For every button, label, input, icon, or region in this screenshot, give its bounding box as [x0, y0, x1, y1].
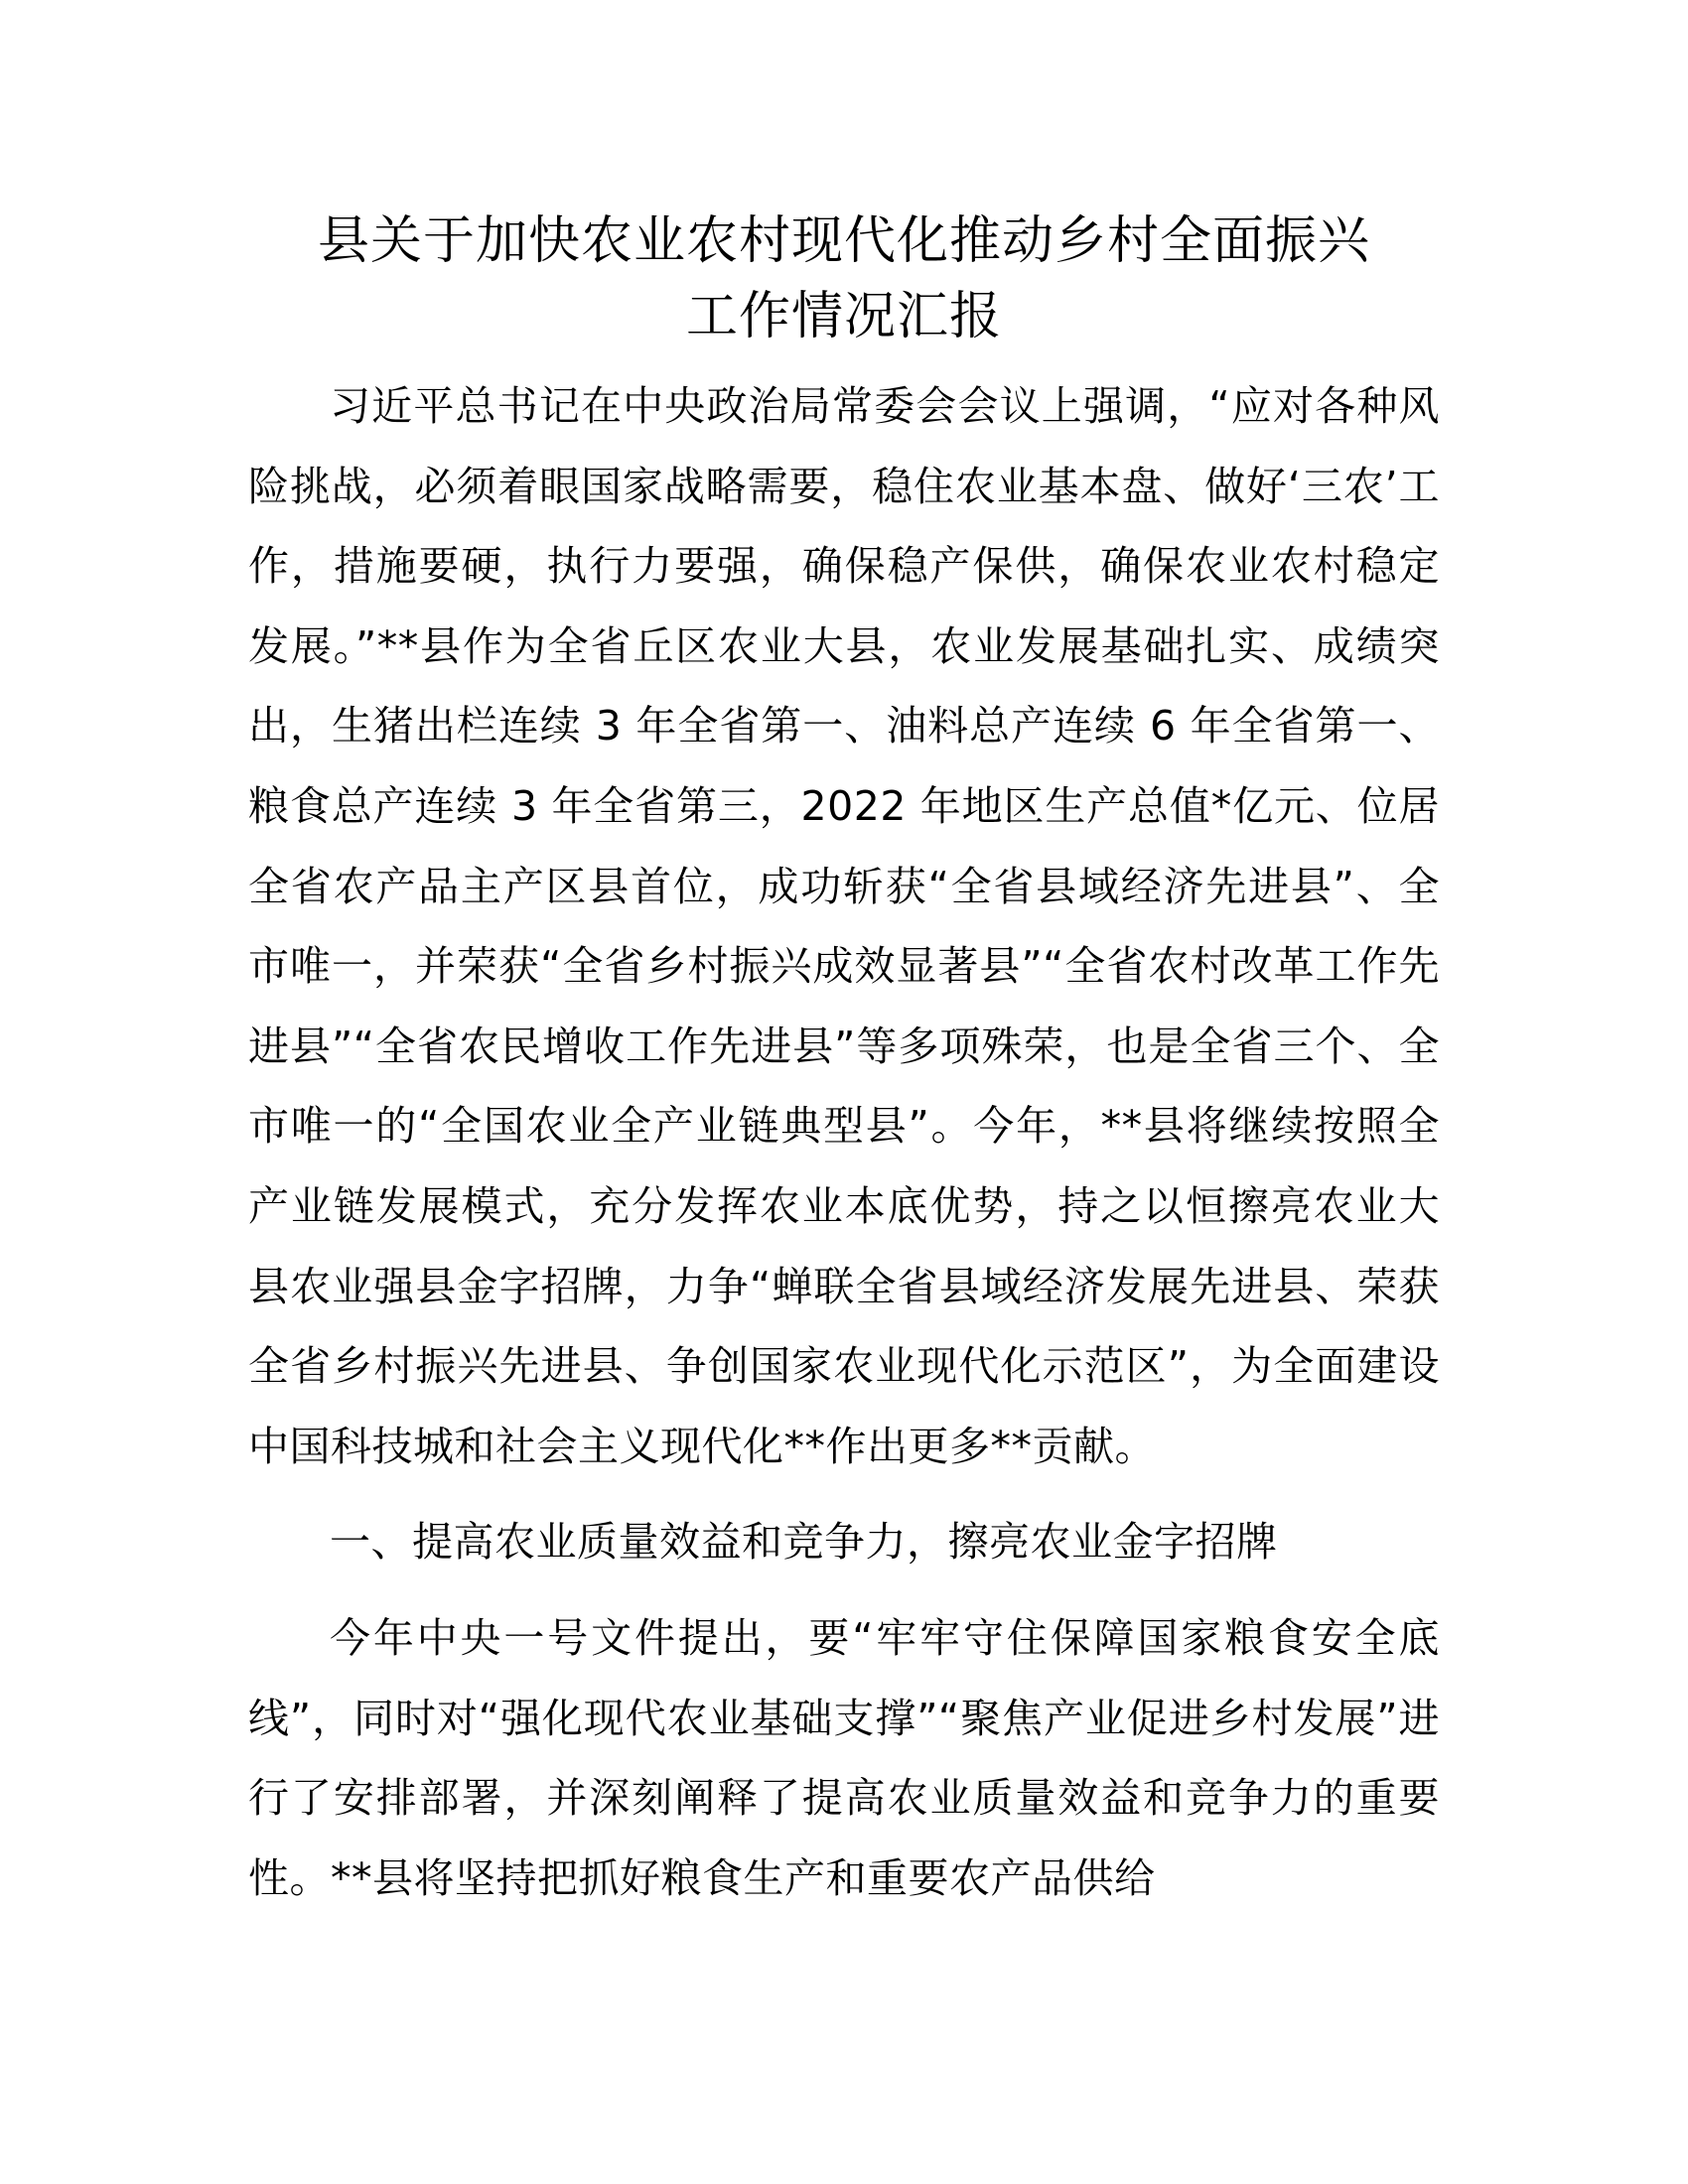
document-page: [248, 204, 1440, 1918]
document-title-line-2: 工作情况汇报: [685, 287, 1002, 346]
document-body: [248, 366, 1440, 1918]
section-1-paragraph: 今年中央一号文件提出，要“牢牢守住保障国家粮食安全底线”，同时对“强化现代农业基础支撑”“聚焦产业促进乡村发展”进行了安排部署，并深刻阐释了提高农业质量效益和竞争力的重要性。**县将坚持把抓好粮食生产和重要农产品供给: [248, 1613, 1440, 1902]
intro-paragraph: 习近平总书记在中央政治局常委会会议上强调，“应对各种风险挑战，必须着眼国家战略需要，稳住农业基本盘、做好‘三农’工作，措施要硬，执行力要强，确保稳产保供，确保农业农村稳定发展。”**县作为全省丘区农业大县，农业发展基础扎实、成绩突出，生猪出栏连续 3 年全省第一、油料总产连续 6 年全省第一、粮食总产连续 3 年全省第三，2022 年地区生产总值*亿元、位居全省农产品主产区县首位，成功斩获“全省县域经济先进县”、全市唯一，并荣获“全省乡村振兴成效显著县”“全省农村改革工作先进县”“全省农民增收工作先进县”等多项殊荣，也是全省三个、全市唯一的“全国农业全产业链典型县”。今年，**县将继续按照全产业链发展模式，充分发挥农业本底优势，持之以恒擦亮农业大县农业强县金字招牌，力争“蝉联全省县域经济发展先进县、荣获全省乡村振兴先进县、争创国家农业现代化示范区”，为全面建设中国科技城和社会主义现代化**作出更多**贡献。: [248, 382, 1440, 1470]
document-title-line-1: 县关于加快农业农村现代化推动乡村全面振兴: [317, 211, 1370, 271]
section-heading-1: 一、提高农业质量效益和竞争力，擦亮农业金字招牌: [330, 1518, 1278, 1567]
document-title: [248, 204, 1440, 354]
